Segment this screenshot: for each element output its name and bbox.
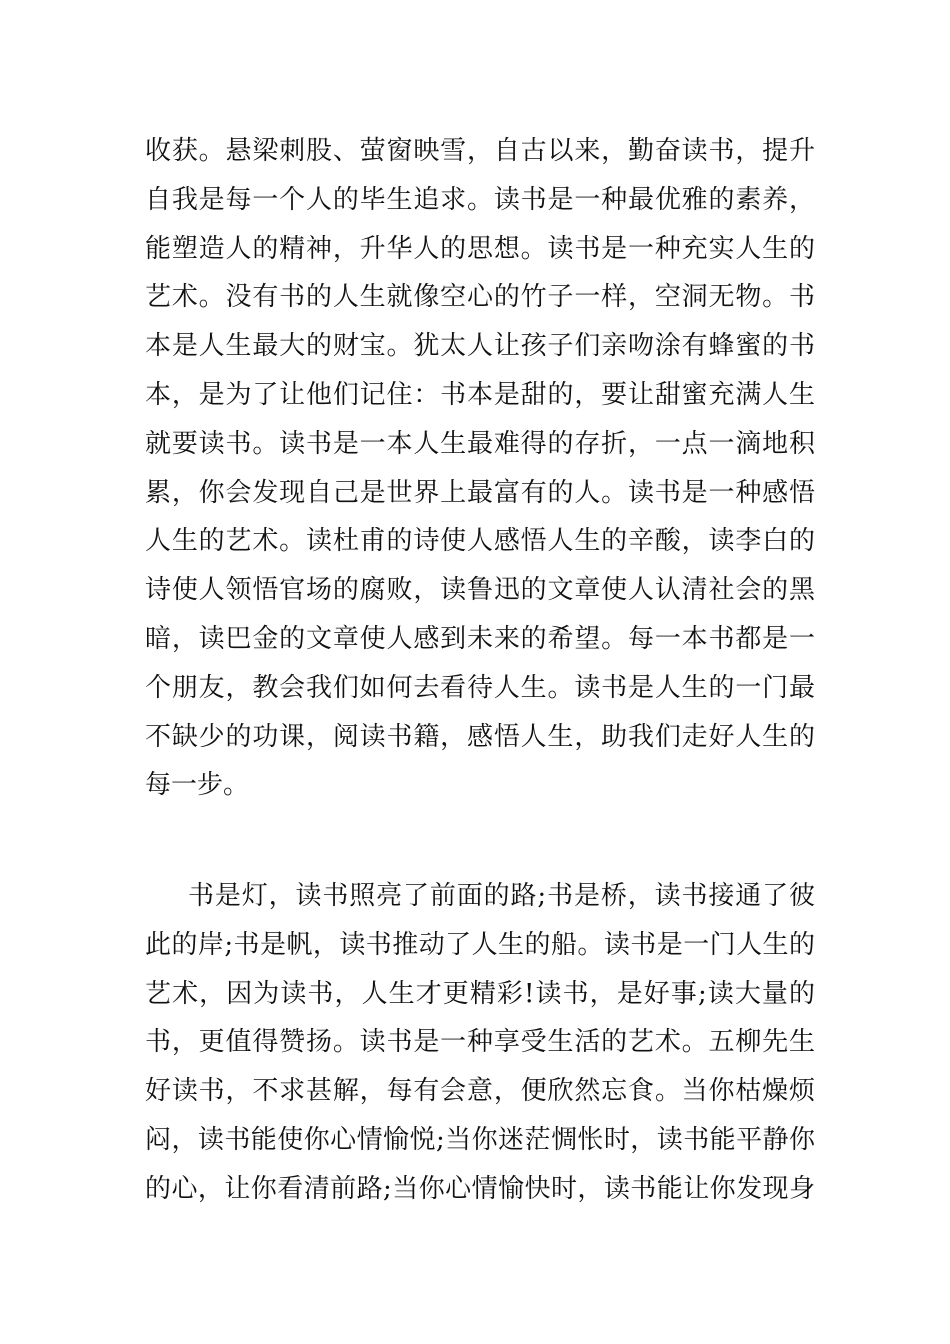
- paragraph-line: 诗使人领悟官场的腐败，读鲁迅的文章使人认清社会的黑: [145, 575, 815, 606]
- paragraph-2: [145, 872, 815, 1214]
- paragraph-line: 人生的艺术。读杜甫的诗使人感悟人生的辛酸，读李白的: [145, 526, 815, 557]
- paragraph-line: 书，更值得赞扬。读书是一种享受生活的艺术。五柳先生: [145, 1027, 815, 1058]
- paragraph-line: 的心，让你看清前路;当你心情愉快时，读书能让你发现身: [145, 1173, 815, 1204]
- paragraph-line: 闷，读书能使你心情愉悦;当你迷茫惆怅时，读书能平静你: [145, 1124, 815, 1155]
- paragraph-line: 收获。悬梁刺股、萤窗映雪，自古以来，勤奋读书，提升: [145, 136, 815, 166]
- paragraph-line: 个朋友，教会我们如何去看待人生。读书是人生的一门最: [145, 672, 815, 703]
- paragraph-line: 此的岸;书是帆，读书推动了人生的船。读书是一门人生的: [145, 929, 815, 960]
- paragraph-line: 每一步。: [145, 770, 250, 801]
- paragraph-line: 就要读书。读书是一本人生最难得的存折，一点一滴地积: [145, 428, 815, 459]
- paragraph-line: 好读书，不求甚解，每有会意，便欣然忘食。当你枯燥烦: [145, 1076, 815, 1107]
- paragraph-1: [145, 127, 815, 810]
- paragraph-line: 暗，读巴金的文章使人感到未来的希望。每一本书都是一: [145, 623, 815, 654]
- paragraph-line: 艺术，因为读书，人生才更精彩!读书，是好事;读大量的: [145, 978, 815, 1009]
- paragraph-line: 累，你会发现自己是世界上最富有的人。读书是一种感悟: [145, 477, 815, 508]
- paragraph-line: 本是人生最大的财宝。犹太人让孩子们亲吻涂有蜂蜜的书: [145, 331, 815, 362]
- paragraph-line: 本，是为了让他们记住：书本是甜的，要让甜蜜充满人生: [145, 379, 815, 410]
- paragraph-line: 自我是每一个人的毕生追求。读书是一种最优雅的素养，: [145, 184, 815, 215]
- paragraph-line: 书是灯，读书照亮了前面的路;书是桥，读书接通了彼: [188, 881, 815, 911]
- paragraph-line: 艺术。没有书的人生就像空心的竹子一样，空洞无物。书: [145, 282, 815, 313]
- paragraph-line: 不缺少的功课，阅读书籍，感悟人生，助我们走好人生的: [145, 721, 815, 752]
- paragraph-line: 能塑造人的精神，升华人的思想。读书是一种充实人生的: [145, 233, 815, 264]
